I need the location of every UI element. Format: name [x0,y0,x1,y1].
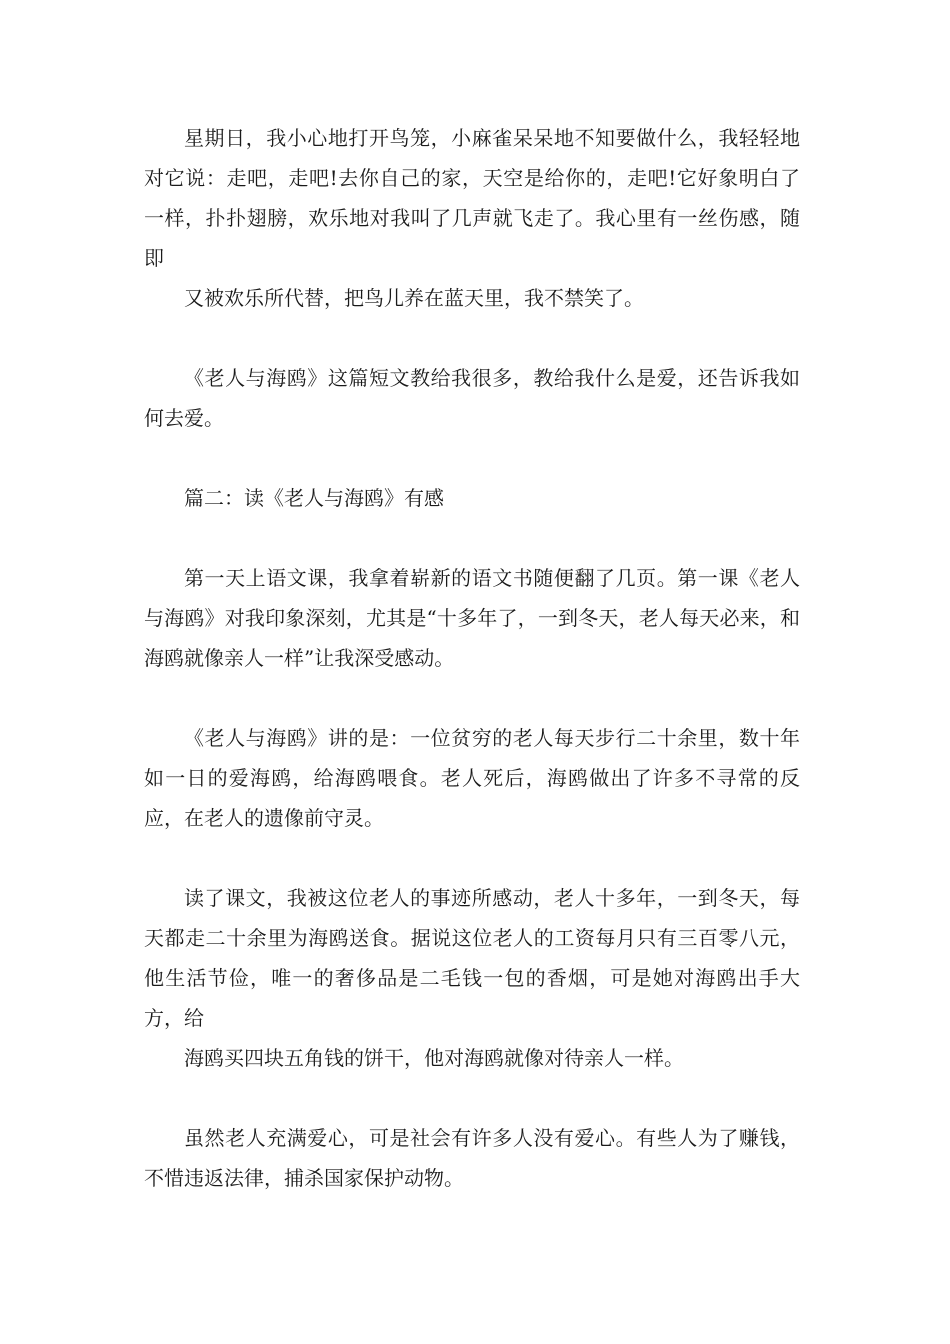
paragraph-biscuits: 海鸥买四块五角钱的饼干，他对海鸥就像对待亲人一样。 [184,1046,684,1070]
paragraph-reflection: 读了课文，我被这位老人的事迹所感动，老人十多年，一到冬天，每天都走二十余里为海鸥送食。据说这位老人的工资每月只有三百零八元，他生活节俭，唯一的奢侈品是二毛钱一包的香烟，可是她对海鸥出手大方，给 [144,886,800,1030]
paragraph-story-summary: 《老人与海鸥》讲的是：一位贫穷的老人每天步行二十余里，数十年如一日的爱海鸥，给海鸥喂食。老人死后，海鸥做出了许多不寻常的反应，在老人的遗像前守灵。 [144,726,800,830]
paragraph-joy-replaces: 又被欢乐所代替，把鸟儿养在蓝天里，我不禁笑了。 [184,286,644,310]
paragraph-society: 虽然老人充满爱心，可是社会有许多人没有爱心。有些人为了赚钱，不惜违返法律，捕杀国家保护动物。 [144,1126,800,1190]
paragraph-sparrow-release: 星期日，我小心地打开鸟笼，小麻雀呆呆地不知要做什么，我轻轻地对它说：走吧，走吧!去你自己的家，天空是给你的，走吧!它好象明白了一样，扑扑翅膀，欢乐地对我叫了几声就飞走了。我心里有一丝伤感，随即 [144,126,800,270]
paragraph-lesson-of-love: 《老人与海鸥》这篇短文教给我很多，教给我什么是爱，还告诉我如何去爱。 [144,366,800,430]
section-heading-part-two: 篇二：读《老人与海鸥》有感 [184,486,444,510]
paragraph-first-class: 第一天上语文课，我拿着崭新的语文书随便翻了几页。第一课《老人与海鸥》对我印象深刻，尤其是“十多年了，一到冬天，老人每天必来，和海鸥就像亲人一样”让我深受感动。 [144,566,800,670]
